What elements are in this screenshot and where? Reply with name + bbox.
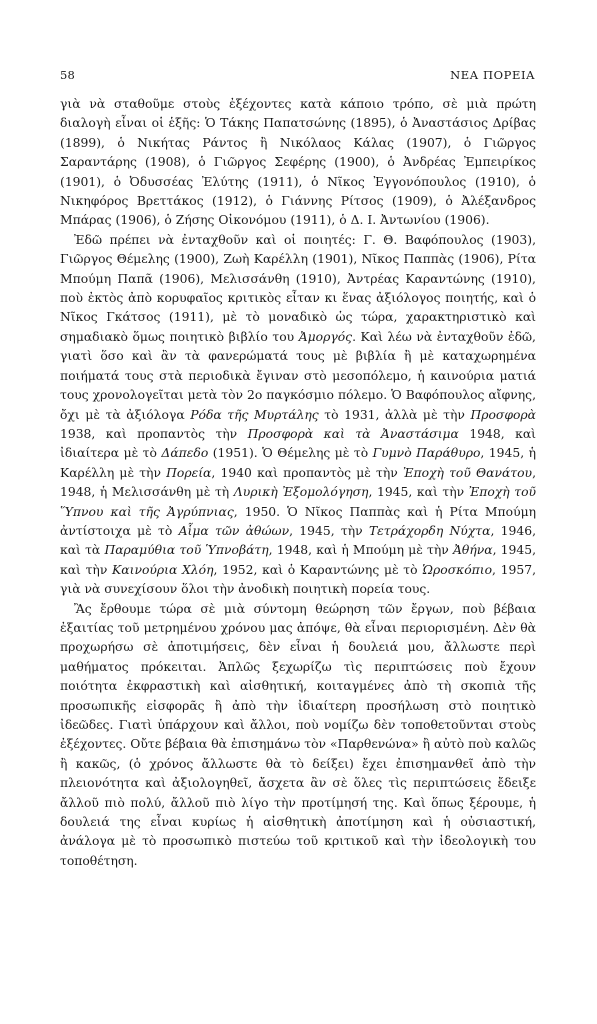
italic-title: Γυμνὸ Παράθυρο: [372, 446, 481, 461]
italic-title: Λυρικὴ Ἐξομολόγηση: [233, 485, 369, 500]
text-run: . Καὶ λέω νὰ ἐνταχθοῦν ἐδῶ, γιατὶ ὅσο καὶ ἂν τὰ φανερώματά τους μὲ βιβλία ἢ μὲ καταχωρημένα ποιήματά τους στὰ περιοδικὰ ἔγιναν στὸ μεσοπόλεμο, ἡ καινούρια ματιά τους χρονολογεῖται μετὰ τὸν 2ο παγκόσμιο πόλεμο. Ὁ Βαφόπουλος αἴφνης, ὄχι μὲ τὰ ἀξιόλογα: [60, 329, 536, 422]
italic-title: Ρόδα τῆς Μυρτάλης: [190, 407, 319, 422]
text-run: , 1945, ἡ Καρέλλη μὲ τὴν: [60, 446, 536, 480]
italic-title: Ὡροσκόπιο: [422, 562, 493, 577]
text-run: , 1945, τὴν: [289, 523, 369, 538]
italic-title: Ἀθήνα: [452, 543, 493, 558]
text-run: , 1948, καὶ ἡ Μπούμη μὲ τὴν: [268, 543, 453, 558]
page-number: 58: [60, 68, 76, 82]
text-run: 1938, καὶ προπαντὸς τὴν: [60, 426, 248, 441]
running-title: ΝΕΑ ΠΟΡΕΙΑ: [450, 68, 535, 82]
text-run: , 1945, καὶ τὴν: [368, 485, 469, 500]
italic-title: Καινούρια Χλόη: [112, 562, 214, 577]
italic-title: Προσφορὰ καὶ τὰ Ἀναστάσιμα: [247, 426, 459, 441]
text-run: , 1946, καὶ τὰ: [60, 523, 536, 558]
italic-title: Πορεία: [166, 465, 212, 480]
text-run: 1948, καὶ ἰδιαίτερα μὲ τὸ: [60, 426, 537, 461]
page-header: [60, 68, 535, 84]
text-run: γιὰ νὰ σταθοῦμε στοὺς ἐξέχοντες κατὰ κάποιο τρόπο, σὲ μιὰ πρώτη διαλογὴ εἶναι οἱ ἑξῆς: Ὁ Τάκης Παπατσώνης (1895), ὁ Ἀναστάσιος Δρίβας (1899), ὁ Νικήτας Ράντος ἢ Νικόλαος Κάλας (1907), ὁ Γιῶργος Σαραντάρης (1908), ὁ Γιῶργος Σεφέρης (1900), ὁ Ἀνδρέας Ἐμπειρίκος (1901), ὁ Ὀδυσσέας Ἐλύτης (1911), ὁ Νῖκος Ἐγγονόπουλος (1910), ὁ Νικηφόρος Βρεττάκος (1912), ὁ Γιάννης Ρίτσος (1909), ὁ Ἀλέξανδρος Μπάρας (1906), ὁ Ζήσης Οἰκονόμου (1911), ὁ Δ. Ι. Ἀντωνίου (1906).: [60, 97, 536, 228]
text-run: , 1952, καὶ ὁ Καραντώνης μὲ τὸ: [213, 562, 423, 577]
italic-title: Ἀμοργός: [298, 329, 353, 344]
paragraph: [60, 600, 536, 872]
text-run: , 1957, γιὰ νὰ συνεχίσουν ὅλοι τὴν ἀνοδικὴ ποιητικὴ πορεία τους.: [60, 562, 536, 597]
italic-title: Ἐποχὴ τοῦ Ὕπνου καὶ τῆς Ἀγρύπνιας: [60, 485, 537, 519]
text-run: τὸ 1931, ἀλλὰ μὲ τὴν: [318, 407, 471, 422]
text-run: Ἂς ἔρθουμε τώρα σὲ μιὰ σύντομη θεώρηση τῶν ἔργων, ποὺ βέβαια ἐξαιτίας τοῦ μετρημένου χρόνου μας ἀπόψε, θὰ εἶναι περιορισμένη. Δὲν θὰ προχωρήσω σὲ ἀποτιμήσεις, δὲν εἶναι ἡ δουλειά μου, ἄλλωστε περὶ μαθήματος πρόκειται. Ἁπλῶς ξεχωρίζω τὶς περιπτώσεις ποὺ ἔχουν ποιότητα ἐκφραστικὴ καὶ αἰσθητική, κοιταγμένες ἀπὸ τὴ σκοπιὰ τῆς προσωπικῆς εἰσφορᾶς ἢ ἀπὸ τὴν ἰδιαίτερη προσήλωση στὸ ποιητικὸ ἰδεῶδες. Γιατὶ ὑπάρχουν καὶ ἄλλοι, ποὺ νομίζω δὲν τοποθετοῦνται στοὺς ἐξέχοντες. Οὔτε βέβαια θὰ ἐπισημάνω τὸν «Παρθενώνα» ἢ αὐτὸ ποὺ καλῶς ἢ κακῶς, (ὁ χρόνος ἄλλωστε θὰ τὸ δείξει) ἔχει ἐπισημανθεῖ ἀπὸ τὴν πλειονότητα καὶ ἀξιολογηθεῖ, ἄσχετα ἂν σὲ ὅλες τὶς περιπτώσεις ἔδειξε ἄλλοῦ πιὸ πολύ, ἄλλοῦ πιὸ λίγο τὴν προτίμησή της. Καὶ ὅπως ξέρουμε, ἡ δουλειά της εἶναι κυρίως ἡ αἰσθητικὴ ἀποτίμηση καὶ ἡ οὐσιαστική, ἀνάλογα μὲ τὸ προσωπικὸ πιστεύω τοῦ κριτικοῦ καὶ τὴν ἰδεολογικὴ του τοποθέτηση.: [60, 601, 536, 868]
italic-title: Δάπεδο: [161, 446, 209, 461]
paragraph: [60, 231, 536, 600]
italic-title: Προσφορὰ: [470, 407, 536, 422]
text-run: (1951). Ὁ Θέμελης μὲ τὸ: [208, 446, 373, 461]
text-run: Ἐδῶ πρέπει νὰ ἐνταχθοῦν καὶ οἱ ποιητές: Γ. Θ. Βαφόπουλος (1903), Γιῶργος Θέμελης (1900), Ζωὴ Καρέλλη (1901), Νῖκος Παππὰς (1906), Ρίτα Μπούμη Παπᾶ (1906), Μελισσάνθη (1910), Ἀντρέας Καραντώνης (1910), ποὺ ἐκτὸς ἀπὸ κορυφαῖος κριτικὸς εἶταν κι ἕνας ἀξιόλογος ποιητής, καὶ ὁ Νῖκος Γκάτσος (1911), μὲ τὸ μοναδικὸ ὡς τώρα, χαρακτηριστικὸ καὶ σημαδιακὸ ὅμως ποιητικὸ βιβλίο του: [60, 232, 536, 344]
italic-title: Ἐποχὴ τοῦ Θανάτου: [402, 465, 533, 480]
text-run: , 1950. Ὁ Νῖκος Παππὰς καὶ ἡ Ρίτα Μπούμη ἀντίστοιχα μὲ τὸ: [60, 504, 537, 538]
text-run: , 1948, ἡ Μελισσάνθη μὲ τὴ: [60, 465, 536, 500]
text-run: , 1945, καὶ τὴν: [60, 543, 537, 577]
body-text: [60, 95, 536, 871]
italic-title: Αἷμα τῶν ἀθώων: [178, 523, 290, 538]
italic-title: Τετράχορδη Νύχτα: [368, 523, 491, 538]
italic-title: Παραμύθια τοῦ Ὑπνοβάτη: [104, 543, 269, 558]
text-run: , 1940 καὶ προπαντὸς μὲ τὴν: [211, 465, 403, 480]
paragraph: [60, 95, 536, 231]
